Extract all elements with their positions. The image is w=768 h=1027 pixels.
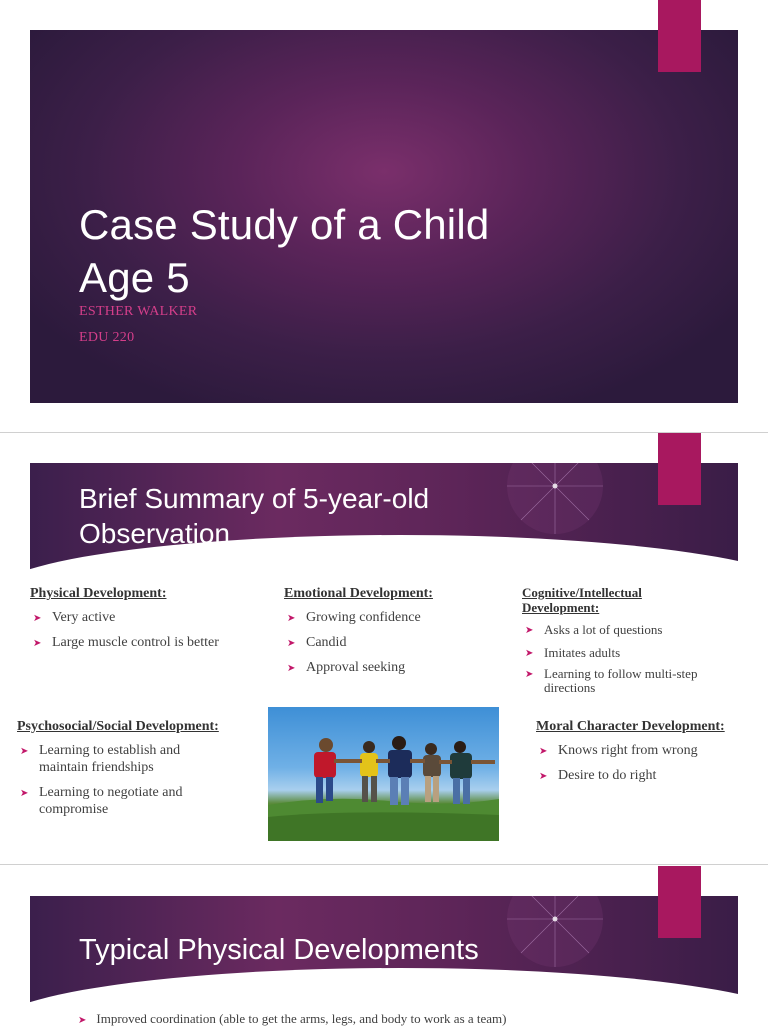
list-item: ➤ Learning to establish and maintain friendships [20, 743, 181, 775]
section-heading: Emotional Development: [284, 586, 433, 601]
arrowhead-bullet-icon: ➤ [287, 613, 296, 624]
arrowhead-bullet-icon: ➤ [525, 669, 534, 680]
arrowhead-bullet-icon: ➤ [539, 771, 548, 782]
starburst-icon [505, 896, 605, 969]
arrowhead-bullet-icon: ➤ [33, 613, 42, 624]
list-item: ➤ Learning to negotiate and compromise [20, 785, 183, 817]
slide-divider [0, 864, 768, 865]
slide-divider [0, 432, 768, 433]
list-item: ➤ Growing confidence [287, 610, 421, 625]
slide-title: Brief Summary of 5-year-old Observation [79, 483, 430, 549]
section-heading: Moral Character Development: [536, 719, 725, 734]
section-heading: Cognitive/Intellectual Development: [522, 585, 642, 615]
slide-banner [30, 463, 738, 578]
arrowhead-bullet-icon: ➤ [287, 638, 296, 649]
arrowhead-bullet-icon: ➤ [525, 648, 534, 659]
children-playing-photo [268, 707, 499, 841]
list-item: ➤ Asks a lot of questions [525, 622, 663, 637]
author-name: ESTHER WALKER [79, 304, 198, 319]
starburst-icon [505, 463, 605, 536]
list-item: ➤ Knows right from wrong [539, 743, 698, 758]
arrowhead-bullet-icon: ➤ [525, 625, 534, 636]
list-item: ➤ Very active [33, 610, 116, 625]
list-item: ➤ Large muscle control is better [33, 635, 219, 650]
arrowhead-bullet-icon: ➤ [78, 1015, 87, 1026]
cognitive-development-section [522, 585, 742, 695]
section-heading: Psychosocial/Social Development: [17, 719, 219, 734]
arrowhead-bullet-icon: ➤ [20, 746, 29, 757]
arrowhead-bullet-icon: ➤ [33, 638, 42, 649]
accent-tab [658, 433, 701, 505]
list-item: ➤ Learning to follow multi-step directions [525, 666, 698, 695]
moral-character-development-section [536, 719, 756, 784]
slide-title: Typical Physical Developments [79, 934, 479, 966]
section-heading: Physical Development: [30, 586, 167, 601]
physical-development-section [30, 586, 270, 651]
list-item: ➤ Approval seeking [287, 660, 406, 675]
slide-banner [30, 896, 738, 1011]
course-code: EDU 220 [79, 330, 135, 345]
accent-tab [658, 0, 701, 72]
list-item: ➤ Desire to do right [539, 768, 657, 783]
list-item: ➤ Imitates adults [525, 645, 621, 660]
children-playing-illustration [268, 707, 499, 841]
accent-tab [658, 866, 701, 938]
banner-curve [30, 968, 738, 1011]
slide-title: Case Study of a Child Age 5 [79, 201, 490, 301]
emotional-development-section [284, 586, 504, 676]
arrowhead-bullet-icon: ➤ [287, 663, 296, 674]
title-slide [30, 30, 738, 403]
arrowhead-bullet-icon: ➤ [539, 746, 548, 757]
list-item: ➤ Candid [287, 635, 347, 650]
list-item: ➤ Improved coordination (able to get the arms, legs, and body to work as a team) [78, 1011, 507, 1026]
arrowhead-bullet-icon: ➤ [20, 788, 29, 799]
psychosocial-development-section [17, 719, 257, 818]
